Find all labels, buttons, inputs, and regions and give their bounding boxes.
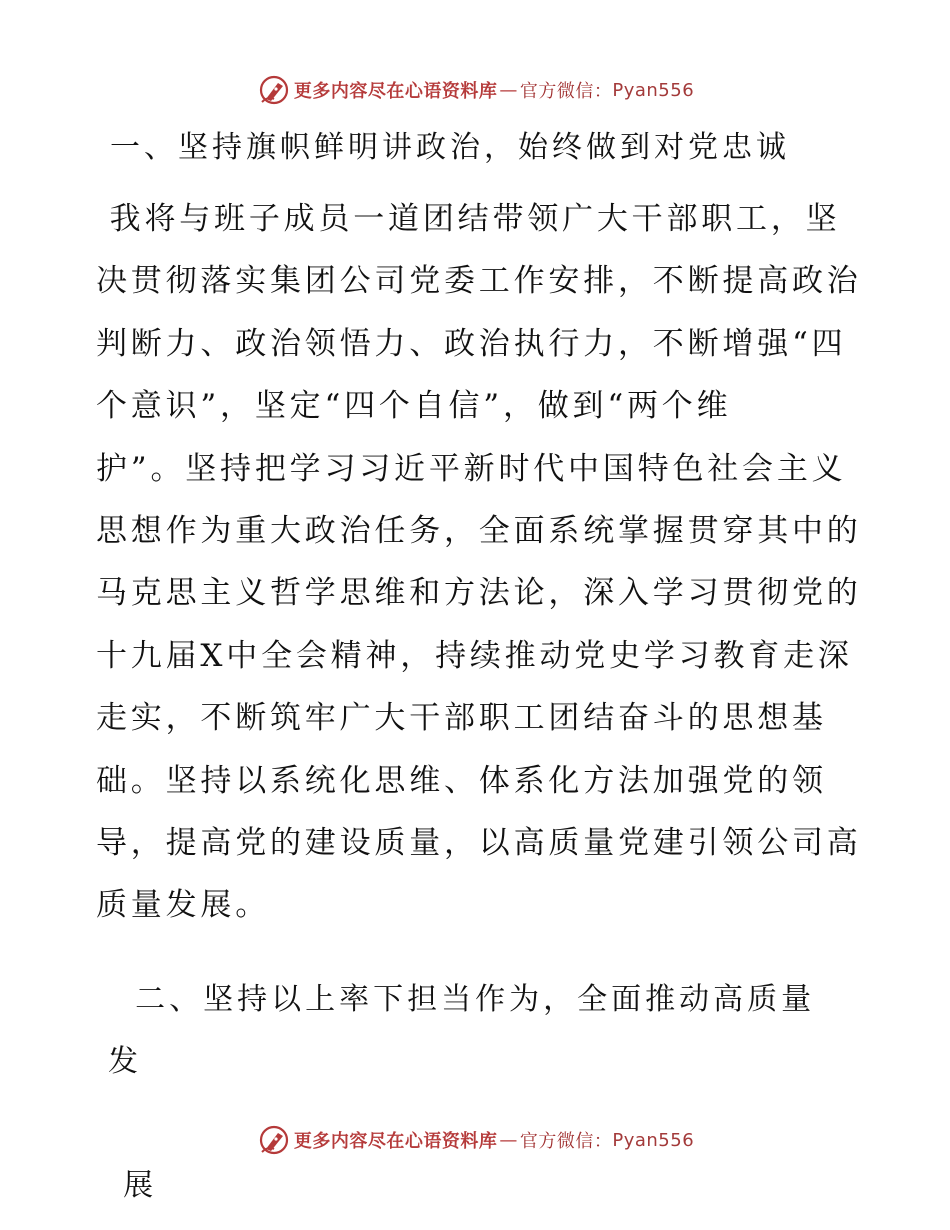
section-1-paragraph bbox=[96, 188, 862, 937]
section-2-heading-line-2: 展 bbox=[123, 1168, 158, 1203]
pen-nib-logo-icon bbox=[256, 72, 292, 108]
paragraph-line: 我将与班子成员一道团结带领广大干部职工，坚 bbox=[96, 201, 841, 237]
banner-wechat-label: 官方微信： bbox=[519, 1131, 613, 1152]
paragraph-line: 个意识”，坚定“四个自信”，做到“两个维 bbox=[96, 388, 732, 425]
section-2-heading bbox=[108, 907, 838, 1217]
paragraph-line: 础。坚持以系统化思维、体系化方法加强党的领 bbox=[96, 762, 827, 799]
paragraph-line: 护”。坚持把学习习近平新时代中国特色社会主义 bbox=[96, 450, 847, 487]
section-1-heading: 一、坚持旗帜鲜明讲政治，始终做到对党忠诚 bbox=[110, 130, 790, 165]
banner-brand: 更多内容尽在心语资料库 bbox=[293, 81, 498, 102]
banner-wechat-label: 官方微信： bbox=[519, 81, 613, 102]
paragraph-line: 判断力、政治领悟力、政治执行力，不断增强“四 bbox=[96, 325, 847, 362]
footer-banner bbox=[0, 1120, 950, 1160]
banner-separator: — bbox=[499, 1129, 518, 1151]
paragraph-line: 走实，不断筑牢广大干部职工团结奋斗的思想基 bbox=[96, 700, 827, 737]
paragraph-line: 思想作为重大政治任务，全面系统掌握贯穿其中的 bbox=[96, 512, 862, 549]
paragraph-line: 导，提高党的建设质量，以高质量党建引领公司高 bbox=[96, 824, 862, 861]
banner-wechat-id: Pyan556 bbox=[612, 1129, 695, 1151]
paragraph-line: 十九届X中全会精神，持续推动党史学习教育走深 bbox=[96, 637, 853, 674]
paragraph-line: 马克思主义哲学思维和方法论，深入学习贯彻党的 bbox=[96, 575, 862, 612]
paragraph-line: 质量发展。 bbox=[96, 887, 270, 924]
banner-separator: — bbox=[499, 79, 518, 101]
header-banner bbox=[0, 70, 950, 110]
paragraph-line: 决贯彻落实集团公司党委工作安排，不断提高政治 bbox=[96, 263, 862, 300]
pen-nib-logo-icon bbox=[256, 1122, 292, 1158]
banner-brand: 更多内容尽在心语资料库 bbox=[293, 1131, 498, 1152]
section-2-heading-line-1: 二、坚持以上率下担当作为，全面推动高质量发 bbox=[108, 982, 816, 1079]
banner-wechat-id: Pyan556 bbox=[612, 79, 695, 101]
